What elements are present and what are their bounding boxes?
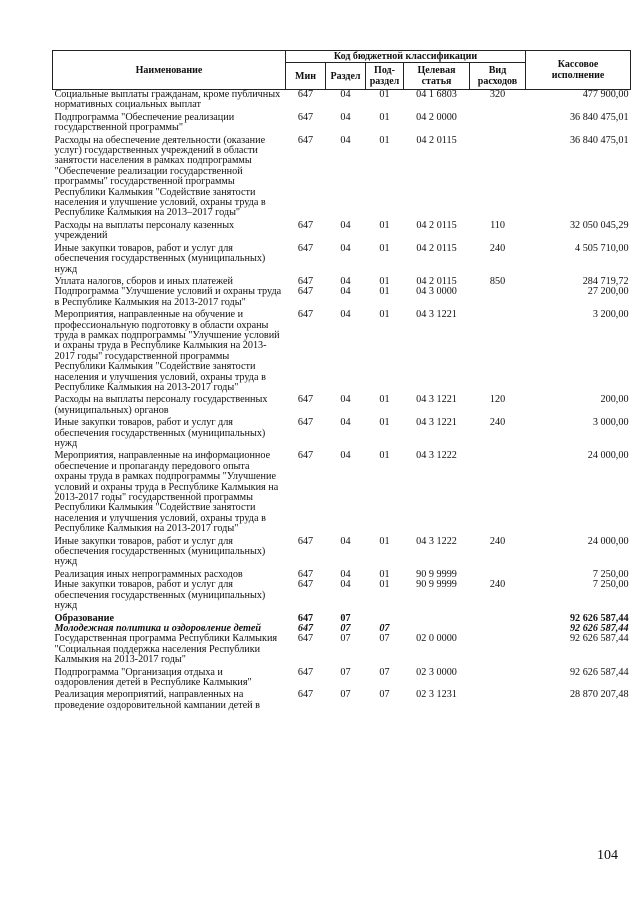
row-min: 647 [297,633,314,645]
row-vid: 320 [489,89,506,100]
table-row [53,666,631,689]
row-name: Социальные выплаты гражданам, кроме публичных нормативных социальных выплат [54,89,281,111]
row-sum: 92 626 587,44 [569,666,629,678]
row-min: 647 [297,417,314,429]
row-vid: 240 [489,242,506,254]
row-min: 647 [297,394,314,406]
row-celevaya: 04 2 0115 [416,134,457,146]
row-vid [470,449,526,534]
row-name: Иные закупки товаров, работ и услуг для обеспечения государственных (муниципальных) нужд [54,535,266,568]
table-row [53,393,631,416]
row-celevaya: 04 3 1221 [416,309,457,321]
row-celevaya: 04 1 6803 [416,89,457,100]
row-sum: 92 626 587,44 [569,633,629,645]
row-vid: 240 [489,579,506,591]
row-vid: 850 [489,275,506,287]
row-razdel: 07 [340,622,351,634]
page-number: 104 [597,848,618,863]
row-razdel: 04 [340,417,351,429]
row-podrazdel: 07 [379,689,390,701]
row-sum: 4 505 710,00 [575,242,629,254]
row-podrazdel: 01 [379,450,390,462]
row-celevaya: 04 3 1221 [416,417,457,429]
row-podrazdel: 01 [379,309,390,321]
row-celevaya: 04 2 0000 [416,111,457,123]
row-name: Иные закупки товаров, работ и услуг для обеспечения государственных (муниципальных) нужд [54,579,266,612]
header-name: Наименование [53,51,286,90]
row-razdel: 04 [340,89,351,100]
row-min: 647 [297,689,314,701]
row-podrazdel: 07 [379,633,390,645]
row-celevaya: 04 2 0115 [416,275,457,287]
row-razdel: 04 [340,219,351,231]
table-row [53,580,631,611]
row-celevaya: 90 9 9999 [416,568,457,580]
row-razdel: 04 [340,134,351,146]
row-podrazdel: 07 [379,666,390,678]
table-row [53,90,631,111]
row-name: Расходы на выплаты персоналу государственных (муниципальных) органов [54,394,268,416]
row-vid [470,308,526,393]
row-vid: 240 [489,535,506,547]
row-podrazdel: 01 [379,111,390,123]
row-podrazdel: 01 [379,579,390,591]
row-podrazdel: 01 [379,535,390,547]
row-celevaya: 02 0 0000 [416,633,457,645]
header-podrazdel [366,63,404,90]
row-name: Государственная программа Республики Калмыкия "Социальная поддержка населения Республики Калмыкия на 2013-2017 годы" [54,633,278,666]
row-razdel: 07 [340,612,351,624]
header-kassovoe [526,51,631,90]
row-celevaya: 04 3 1221 [416,394,457,406]
row-razdel: 04 [340,111,351,123]
row-razdel: 04 [340,535,351,547]
row-min: 647 [297,134,314,146]
row-sum: 3 200,00 [592,309,629,321]
row-podrazdel: 01 [379,286,390,298]
row-podrazdel: 01 [379,89,390,100]
row-vid [470,111,526,134]
row-podrazdel: 07 [379,622,390,634]
row-razdel: 04 [340,242,351,254]
row-vid [470,287,526,308]
row-vid [470,688,526,711]
row-sum: 284 719,72 [582,275,629,287]
row-vid [470,134,526,219]
row-name: Иные закупки товаров, работ и услуг для обеспечения государственных (муниципальных) нужд [54,242,266,275]
table-row [53,634,631,665]
header-min: Мин [286,63,326,90]
table-row [53,308,631,393]
row-sum: 92 626 587,44 [569,622,629,634]
row-sum: 36 840 475,01 [569,134,629,146]
budget-table [52,50,631,711]
row-celevaya: 04 3 0000 [416,286,457,298]
table-row [53,111,631,134]
header-vid-text: Вид расходов [477,65,518,87]
row-name: Уплата налогов, сборов и иных платежей [54,275,233,287]
row-min: 647 [297,612,314,624]
row-min: 647 [297,568,314,580]
header-celevaya [404,63,470,90]
row-sum: 7 250,00 [592,568,629,580]
row-name: Расходы на выплаты персоналу казенных учреждений [54,219,235,242]
row-name: Подпрограмма "Обеспечение реализации государственной программы" [54,111,235,134]
row-min: 647 [297,286,314,298]
row-razdel: 04 [340,275,351,287]
row-vid [470,624,526,634]
row-podrazdel: 01 [379,275,390,287]
row-podrazdel: 01 [379,242,390,254]
row-name: Образование [54,612,115,624]
row-podrazdel: 01 [379,417,390,429]
row-name: Реализация иных непрограммных расходов [54,568,243,580]
row-podrazdel: 01 [379,219,390,231]
row-sum: 32 050 045,29 [569,219,629,231]
header-razdel: Раздел [326,63,366,90]
row-name: Молодежная политика и оздоровление детей [54,622,262,634]
row-min: 647 [297,219,314,231]
row-name: Мероприятия, направленные на обучение и профессиональную подготовку в области охраны труда в рамках подпрограммы "Улучшение условий и охраны труда в Республике Калмыкия на 2013-2017 годы" государственной программы Республики Калмыкия "Содействие занятости населения и улучшения условий, охраны труда в Республике Калмыкия на 2013-2017 годы" [54,309,280,393]
row-name: Мероприятия, направленные на информационное обеспечение и пропаганду передового опыта охраны труда в рамках подпрограммы "Улучшение условий и охраны труда в Республике Калмыкия на 2013-2017 годы" государственной программы Республики Калмыкия "Содействие занятости населения и улучшения условий, охраны труда в Республике Калмыкия на 2013-2017 годы" [54,450,279,535]
row-celevaya: 04 2 0115 [416,242,457,254]
table-header [53,51,631,90]
row-vid: 120 [489,394,506,406]
row-min: 647 [297,666,314,678]
row-razdel: 04 [340,286,351,298]
row-vid: 240 [489,417,506,429]
row-min: 647 [297,535,314,547]
row-celevaya: 02 3 0000 [416,666,457,678]
row-min: 647 [297,579,314,591]
row-sum: 7 250,00 [592,579,629,591]
row-celevaya: 04 2 0115 [416,219,457,231]
row-name: Расходы на обеспечение деятельности (оказание услуг) государственных учреждений в области занятости населения в рамках подпрограммы "Обеспечение реализации государственной программы" государственной программы Республики Калмыкия "Содействие занятости населения и улучшение условий, охраны труда в Республике Калмыкия на 2013–2017 годы" [54,134,266,219]
row-min: 647 [297,450,314,462]
row-razdel: 04 [340,568,351,580]
row-name: Подпрограмма "Организация отдыха и оздоровления детей в Республике Калмыкия" [54,666,252,688]
row-podrazdel: 01 [379,568,390,580]
row-sum: 28 870 207,48 [569,689,629,701]
row-min: 647 [297,111,314,123]
row-sum: 24 000,00 [587,535,629,547]
header-vid [470,63,526,90]
row-razdel: 07 [340,689,351,701]
table-row [53,134,631,219]
row-razdel: 07 [340,633,351,645]
table-row [53,535,631,568]
row-celevaya: 04 3 1222 [416,535,457,547]
row-razdel: 04 [340,579,351,591]
table-body [53,90,631,712]
row-sum: 27 200,00 [587,286,629,298]
row-sum: 200,00 [600,394,629,406]
row-vid [470,634,526,665]
row-celevaya: 90 9 9999 [416,579,457,591]
row-min: 647 [297,622,314,634]
row-min: 647 [297,242,314,254]
header-podrazdel-text: Под- раздел [369,65,400,87]
header-kassovoe-text: Кассовое исполнение [551,59,605,81]
row-sum: 92 626 587,44 [569,612,629,624]
row-vid [470,612,526,624]
row-sum: 24 000,00 [587,450,629,462]
row-podrazdel: 01 [379,394,390,406]
row-razdel: 04 [340,394,351,406]
row-celevaya [404,612,470,624]
header-classification-group: Код бюджетной классификации [286,51,526,63]
row-name: Реализация мероприятий, направленных на проведение оздоровительной кампании детей в [54,689,260,711]
row-sum: 477 900,00 [582,89,629,100]
row-min: 647 [297,309,314,321]
table-row [53,449,631,534]
row-sum: 3 000,00 [592,417,629,429]
row-razdel: 04 [340,309,351,321]
header-celevaya-text: Целевая статья [417,65,456,87]
row-min: 647 [297,89,314,100]
row-celevaya: 02 3 1231 [416,689,457,701]
table-row [53,688,631,711]
row-vid [470,666,526,689]
row-razdel: 07 [340,666,351,678]
row-razdel: 04 [340,450,351,462]
row-podrazdel: 01 [379,134,390,146]
row-name: Иные закупки товаров, работ и услуг для обеспечения государственных (муниципальных) нужд [54,417,266,449]
table-row [53,242,631,275]
row-celevaya: 04 3 1222 [416,450,457,462]
table-row [53,416,631,449]
row-vid: 110 [490,219,505,231]
row-min: 647 [297,275,314,287]
table-row [53,287,631,308]
table-row [53,219,631,242]
row-sum: 36 840 475,01 [569,111,629,123]
row-name: Подпрограмма "Улучшение условий и охраны труда в Республике Калмыкия на 2013-2017 годы" [54,286,282,308]
